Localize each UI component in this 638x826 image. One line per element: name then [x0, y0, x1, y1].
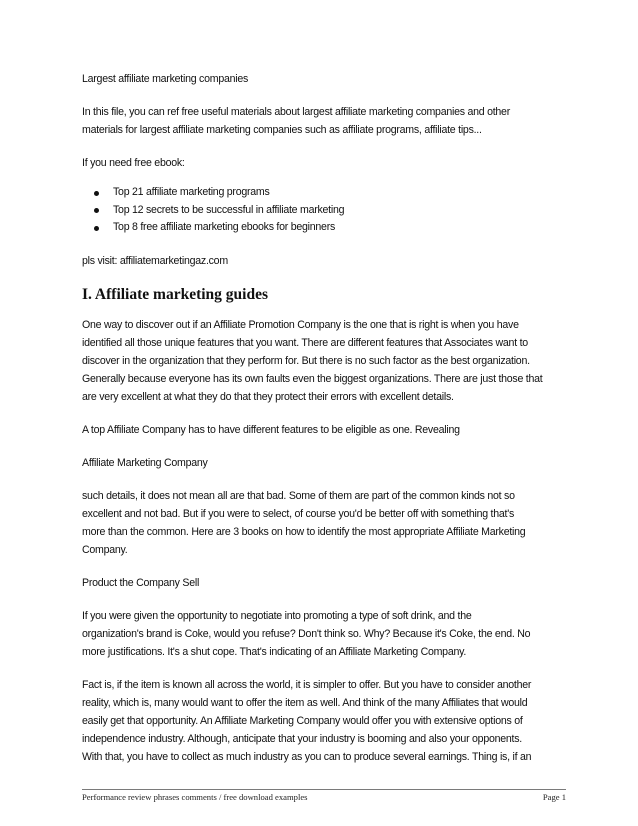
- text-line: Generally because everyone has its own faults even the biggest organizations. There are just those that: [82, 372, 543, 385]
- text-line: If you were given the opportunity to negotiate into promoting a type of soft drink, and the: [82, 609, 472, 622]
- paragraph-4: [82, 487, 562, 559]
- list-item-label: Top 12 secrets to be successful in affiliate marketing: [113, 203, 345, 216]
- list-item: [82, 184, 562, 202]
- text-line: Fact is, if the item is known all across the world, it is simpler to offer. But you have to consider another: [82, 678, 532, 691]
- page-content: [82, 70, 562, 781]
- paragraph-7: [82, 676, 562, 766]
- paragraph-1: [82, 316, 562, 406]
- text-line: One way to discover out if an Affiliate Promotion Company is the one that is right is when you have: [82, 318, 519, 331]
- paragraph-3: Affiliate Marketing Company: [82, 456, 208, 469]
- list-item: [82, 202, 562, 220]
- text-line: In this file, you can ref free useful materials about largest affiliate marketing companies and other: [82, 106, 510, 118]
- paragraph-2: A top Affiliate Company has to have different features to be eligible as one. Revealing: [82, 423, 460, 436]
- footer-title: Performance review phrases comments / free download examples: [82, 792, 308, 802]
- text-line: materials for largest affiliate marketing companies such as affiliate programs, affiliate tips...: [82, 124, 482, 136]
- text-line: are very excellent at what they do that they protect their errors with excellent details.: [82, 390, 454, 403]
- list-item: [82, 219, 562, 237]
- text-line: Company.: [82, 543, 128, 556]
- text-line: identified all those unique features that you want. There are different features that Associates want to: [82, 336, 528, 349]
- bullet-icon: [94, 191, 99, 196]
- text-line: excellent and not bad. But if you were to select, of course you'd be better off with something that's: [82, 507, 515, 520]
- title-line: Largest affiliate marketing companies: [82, 73, 249, 85]
- text-line: With that, you have to collect as much industry as you can to produce several earnings. Thing is, if an: [82, 750, 532, 763]
- paragraph-5: Product the Company Sell: [82, 576, 200, 589]
- text-line: reality, which is, many would want to offer the item as well. And think of the many Affiliates that would: [82, 696, 528, 709]
- text-line: independence industry. Although, anticipate that your industry is booming and also your opponents.: [82, 732, 522, 745]
- intro-paragraph: [82, 103, 562, 139]
- ebook-list: [82, 184, 562, 237]
- text-line: discover in the organization that they perform for. But there is no such factor as the best organization.: [82, 354, 530, 367]
- ebook-prompt: If you need free ebook:: [82, 157, 185, 169]
- bullet-icon: [94, 208, 99, 213]
- page-footer: [82, 789, 566, 802]
- text-line: more justifications. It's a shut cope. That's indicating of an Affiliate Marketing Company.: [82, 645, 467, 658]
- paragraph-6: [82, 607, 562, 661]
- page-number: Page 1: [542, 792, 566, 802]
- text-line: such details, it does not mean all are that bad. Some of them are part of the common kinds not so: [82, 489, 515, 502]
- text-line: more than the common. Here are 3 books on how to identify the most appropriate Affiliate Marketing: [82, 525, 526, 538]
- text-line: easily get that opportunity. An Affiliate Marketing Company would offer you with extensive options of: [82, 714, 523, 727]
- list-item-label: Top 21 affiliate marketing programs: [113, 186, 270, 198]
- list-item-label: Top 8 free affiliate marketing ebooks for beginners: [113, 221, 336, 233]
- section-heading: I. Affiliate marketing guides: [82, 285, 268, 303]
- text-line: organization's brand is Coke, would you refuse? Don't think so. Why? Because it's Coke, the end. No: [82, 627, 531, 640]
- visit-line: pls visit: affiliatemarketingaz.com: [82, 254, 228, 267]
- bullet-icon: [94, 226, 99, 231]
